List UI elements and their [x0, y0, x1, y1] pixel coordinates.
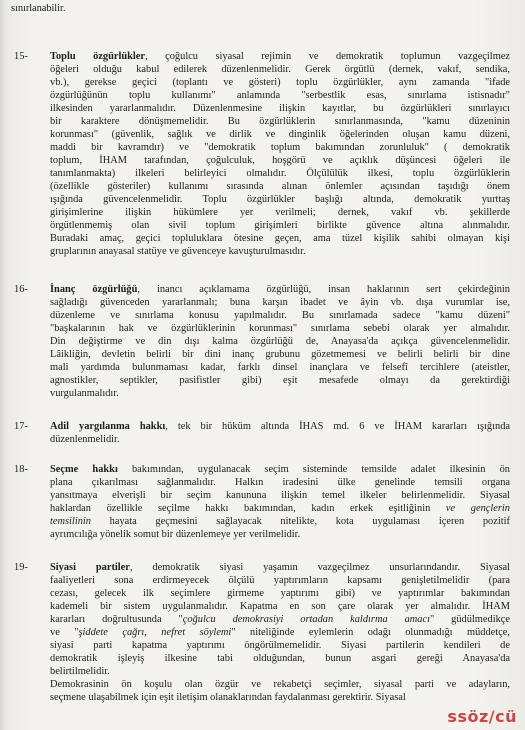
- watermark-part2: cü: [495, 707, 517, 726]
- section-line: [50, 561, 510, 574]
- page-edge-shadow: [0, 0, 6, 730]
- section-line: [50, 420, 510, 433]
- section-line: demokratik işleyiş ilkesine tabi olduğundan, bunun asgari gereği Anayasa'da: [50, 653, 510, 664]
- section-line: düzenlenmelidir.: [50, 434, 120, 445]
- section-line: tanımlanmakta) ilkeleri belirleyici olmalıdır. Ölçülülük ilkesi, toplu özgürlüklerin: [50, 168, 510, 179]
- section-line: (özellikle gösteriler) kullanımı sırasında alınan önlemler açısından taşıdığı önem: [50, 181, 510, 192]
- section-line: düzenleme ve sınırlama konusu yapılmalıdır. Bu sınırlamada sadece "kamu düzeni": [50, 310, 510, 321]
- section-line: ilkesinden yararlanmalıdır. Düzenlenmesine ilişkin kayıtlar, bu özgürlükleri sınırlayıcı: [50, 103, 510, 114]
- section-line: kararları doğrultusunda "çoğulcu demokrasiyi ortadan kaldırma amacı" güdülmedikçe: [50, 614, 510, 625]
- section-line: sağladığı güvenceden yararlanmalı; buna karşın ibadet ve âyin vb. dışa vurumlar ise,: [50, 297, 510, 308]
- section-number: 19-: [14, 562, 28, 573]
- section-body: [50, 50, 510, 258]
- section-line: haklardan özellikle seçilme hakkı bakımından, kadın erkek eşitliğinin ve gençlerin: [50, 503, 510, 514]
- section-line: temsilinin hayata geçmesini sağlayacak nitelikte, kota uygulaması içeren pozitif: [50, 516, 510, 527]
- section-line: örgütlenmemiş olan sivil toplum girişimleri birlikte güvence altına alınmalıdır.: [50, 220, 510, 231]
- section-line: seçmene ulaşabilmek için eşit iletişim olanaklarından faydalanması gerektirir. Siyasal: [50, 692, 406, 703]
- section-line: ışığında güvencelenmelidir. Toplu özgürlükler başlığı altında, demokratik yurttaş: [50, 194, 510, 205]
- section-line: toplum, İHAM tarafından, çoğulculuk, hoşgörü ve açıklık düşüncesi öğeleri ile: [50, 155, 510, 166]
- section-line: ayrımcılığa yönelik somut bir düzenlemeye yer verilmelidir.: [50, 529, 301, 540]
- section-line: korunması" (güvenlik, sağlık ve dirlik ve dinginlik öğelerinden oluşan kamu düzeni,: [50, 129, 510, 140]
- section-line: belirtilmelidir.: [50, 666, 110, 677]
- section-body: [50, 283, 510, 400]
- section-line: agnostikler, septikler, pasifistler gibi) eşit mesafede olmayı da gerektirdiği: [50, 375, 510, 386]
- section-line: Buradaki amaç, geçici topluluklara ötesine geçen, ama tüzel kişilik sahibi olmayan kişi: [50, 233, 510, 244]
- section-title: Adil yargılanma hakkı: [50, 421, 166, 432]
- section-title: İnanç özgürlüğü: [50, 284, 138, 295]
- section-line-text: , tek bir hüküm altında İHAS md. 6 ve İHAM kararları ışığında: [165, 421, 510, 432]
- section-line: cezası, gelecek ilk seçimlere girmeme yaptırımı gibi) ve yaptırımlar bakımından: [50, 588, 510, 599]
- section-line: gruplarının anayasal statüye ve güvenceye kavuşturulmasıdır.: [50, 246, 306, 257]
- section-line: "başkalarının hak ve özgürlüklerinin korunması" sınırlama sebebi olarak yer almalıdır.: [50, 323, 510, 334]
- section-line: öğeleri olduğu kabul edilerek düzenlenmelidir. Gerek örgütlü (dernek, vakıf, sendika,: [50, 64, 510, 75]
- section-line: yansıtmaya elverişli bir seçim kanununa ilişkin temel ilkeler belirlenmelidir. Siyasal: [50, 490, 510, 501]
- section-title: Seçme hakkı: [50, 464, 118, 475]
- section-line: Din değiştirme ve din dışı kalma özgürlüğü de, Anayasa'da açıkça güvencelenmelidir.: [50, 336, 510, 347]
- section-number: 17-: [14, 421, 28, 432]
- section-line: plana çıkarılması sağlanmalıdır. Halkın iradesini ülke genelinde temsili organa: [50, 477, 510, 488]
- section-line-text: , demokratik siyasi yaşamın vazgeçilmez unsurlarındandır. Siyasal: [129, 562, 510, 573]
- section-line: [50, 463, 510, 476]
- section-line: ve "şiddete çağrı, nefret söylemi" niteliğinde eylemlerin odağı olunmadığı müddetçe,: [50, 627, 510, 638]
- section-line: kademeli bir sistem uygulanmalıdır. Kapatma en son çare olarak yer almalıdır. İHAM: [50, 601, 510, 612]
- continued-text-line: sınırlanabilir.: [11, 3, 66, 14]
- section-title: Siyasi partiler: [50, 562, 130, 573]
- section-line: faaliyetleri sona erdirmeyecek ölçülü yaptırımların kapsamı genişletilmelidir (para: [50, 575, 510, 586]
- section-line: siyasi parti kapatma yaptırımı öngörülmemelidir. Siyasi partilerin kendileri de: [50, 640, 510, 651]
- section-line-text: , inancı açıklamama özgürlüğü, insan haklarının sert çekirdeğinin: [137, 284, 510, 295]
- section-body: [50, 463, 510, 541]
- section-line: Lâikliğin, devletin belirli bir dini inanç grubunu gözetmemesi ve belirli belirli bir dine: [50, 349, 510, 360]
- section-line: [50, 50, 510, 63]
- section-line-text: , çoğulcu siyasal rejimin ve demokratik toplumun vazgeçilmez: [145, 51, 510, 62]
- section-line: Demokrasinin ön koşulu olan özgür ve rekabetçi seçimler, siyasal parti ve adayların,: [50, 679, 510, 690]
- section-body: [50, 561, 510, 704]
- section-line: vurgulanmalıdır.: [50, 388, 119, 399]
- section-line: mali yardımda bulunmaması kadar, farklı dinsel inançlara ve felsefî tercihlere (ateistler,: [50, 362, 510, 373]
- section-line: girişimlerine ilişkin hükümlere yer verilmeli; dernek, vakıf vb. şekillerde: [50, 207, 510, 218]
- section-line: özgürlüğünün toplu kullanımı" anlamında "serbestlik esas, sınırlama istisnadır": [50, 90, 510, 101]
- section-number: 16-: [14, 284, 28, 295]
- section-title: Toplu özgürlükler: [50, 51, 146, 62]
- section-line: bir karaktere dönüşmemelidir. Bu özgürlüklerin sınırlanmasında, "kamu düzeninin: [50, 116, 510, 127]
- section-line-text: bakımından, uygulanacak seçim sisteminde temsilde adalet ilkesinin ön: [117, 464, 510, 475]
- section-line: [50, 283, 510, 296]
- watermark-slash: /: [488, 707, 496, 726]
- section-line: maddi bir kavramdır) ve "demokratik toplum bakımından zorunluluk" ( demokratik: [50, 142, 510, 153]
- watermark-part1: ssöz: [447, 707, 489, 726]
- section-number: 15-: [14, 51, 28, 62]
- section-number: 18-: [14, 464, 28, 475]
- section-body: [50, 420, 510, 446]
- watermark-logo: [447, 707, 517, 726]
- section-line: vb.), gerekse geçici (toplantı ve gösteri) toplu özgürlükler, aynı zamanda "ifade: [50, 77, 510, 88]
